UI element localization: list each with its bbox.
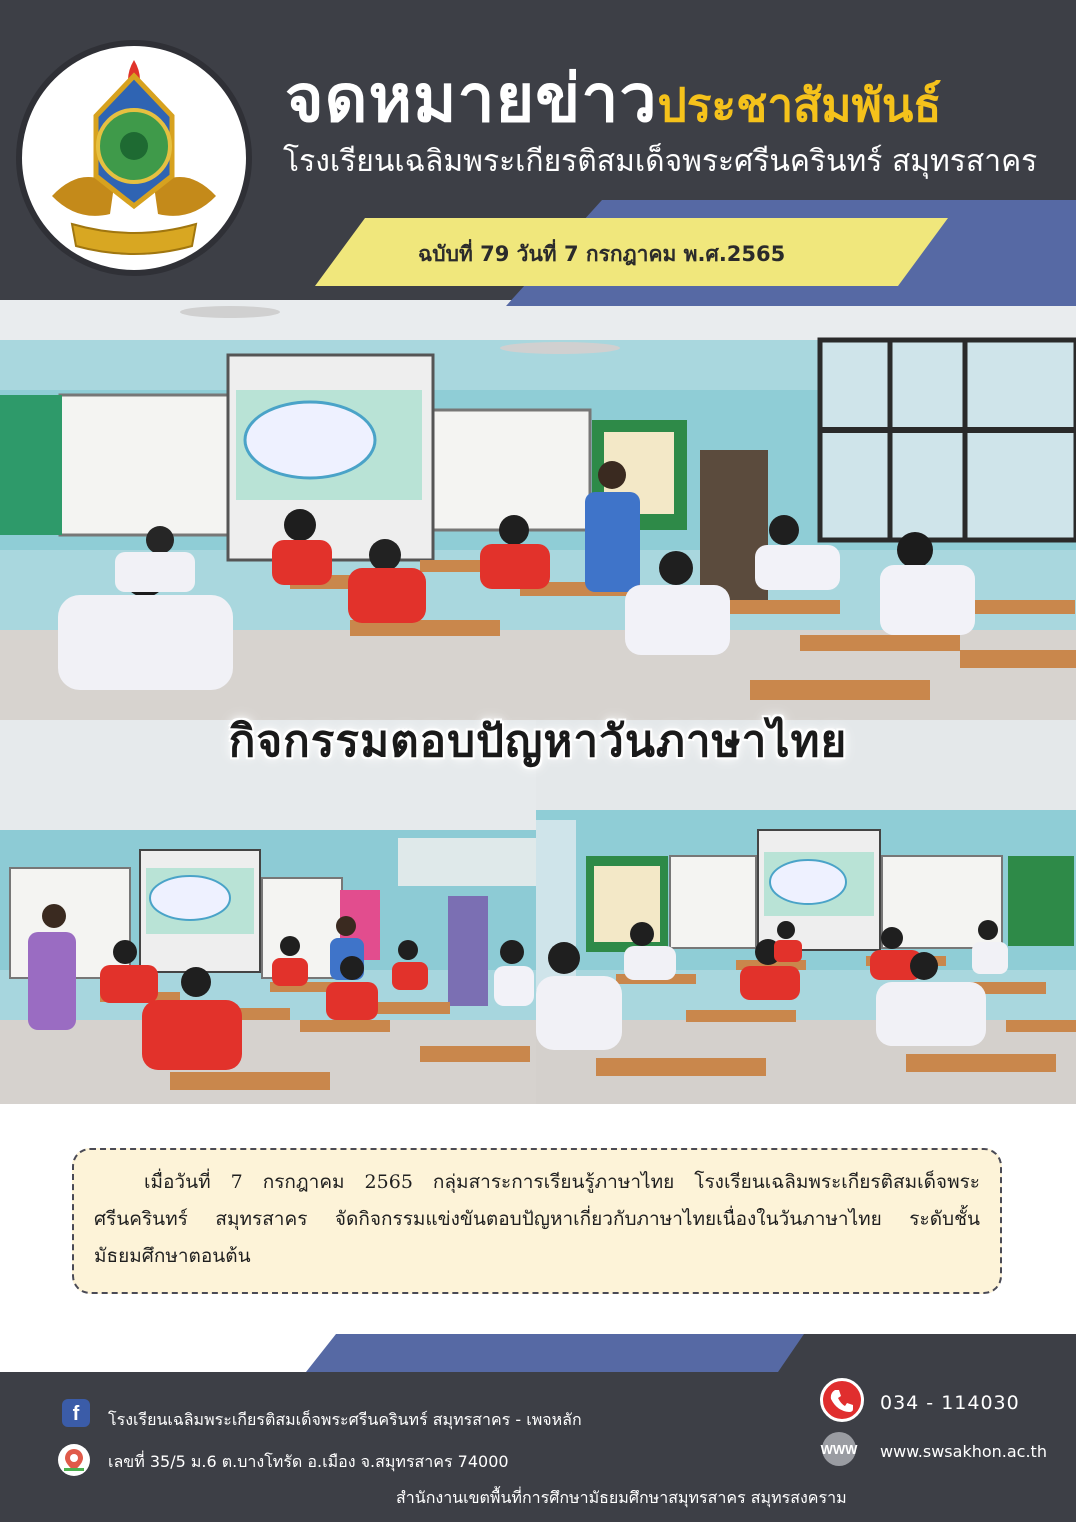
classroom-photo-right [536,720,1076,1104]
school-name: โรงเรียนเฉลิมพระเกียรติสมเด็จพระศรีนครินทร์ สมุทรสาคร [283,144,1038,179]
school-emblem-icon [22,46,246,270]
school-address: เลขที่ 35/5 ม.6 ต.บางโทรัด อ.เมือง จ.สมุทรสาคร 74000 [108,1452,509,1471]
website-link[interactable]: www.swsakhon.ac.th [880,1442,1047,1461]
phone-icon[interactable] [820,1378,864,1422]
activity-title: กิจกรรมตอบปัญหาวันภาษาไทย [228,716,848,767]
description-box [72,1148,1002,1294]
title-main: จดหมายข่าว [285,60,658,137]
title-accent: ประชาสัมพันธ์ [657,78,942,132]
newsletter-title [285,46,941,151]
classroom-photo-main [0,300,1076,720]
www-label: WWW [820,1442,858,1457]
education-office: สำนักงานเขตพื้นที่การศึกษามัธยมศึกษาสมุทรสาคร สมุทรสงคราม [396,1488,847,1507]
facebook-page-link[interactable]: โรงเรียนเฉลิมพระเกียรติสมเด็จพระศรีนครินทร์ สมุทรสาคร - เพจหลัก [108,1410,582,1429]
map-pin-icon [58,1444,90,1476]
www-icon [814,1430,864,1468]
issue-info: ฉบับที่ 79 วันที่ 7 กรกฎาคม พ.ศ.2565 [418,242,786,266]
classroom-photo-left [0,720,536,1104]
phone-number[interactable]: 034 - 114030 [880,1392,1020,1414]
facebook-icon[interactable]: f [62,1399,90,1427]
logo-circle [16,40,252,276]
description-text: เมื่อวันที่ 7 กรกฎาคม 2565 กลุ่มสาระการเรียนรู้ภาษาไทย โรงเรียนเฉลิมพระเกียรติสมเด็จพระศรีนครินทร์ สมุทรสาคร จัดกิจกรรมแข่งขันตอบปัญหาเกี่ยวกับภาษาไทยเนื่องในวันภาษาไทย ระดับชั้นมัธยมศึกษาตอนต้น [94,1171,980,1267]
footer-ribbons [0,1334,1076,1374]
